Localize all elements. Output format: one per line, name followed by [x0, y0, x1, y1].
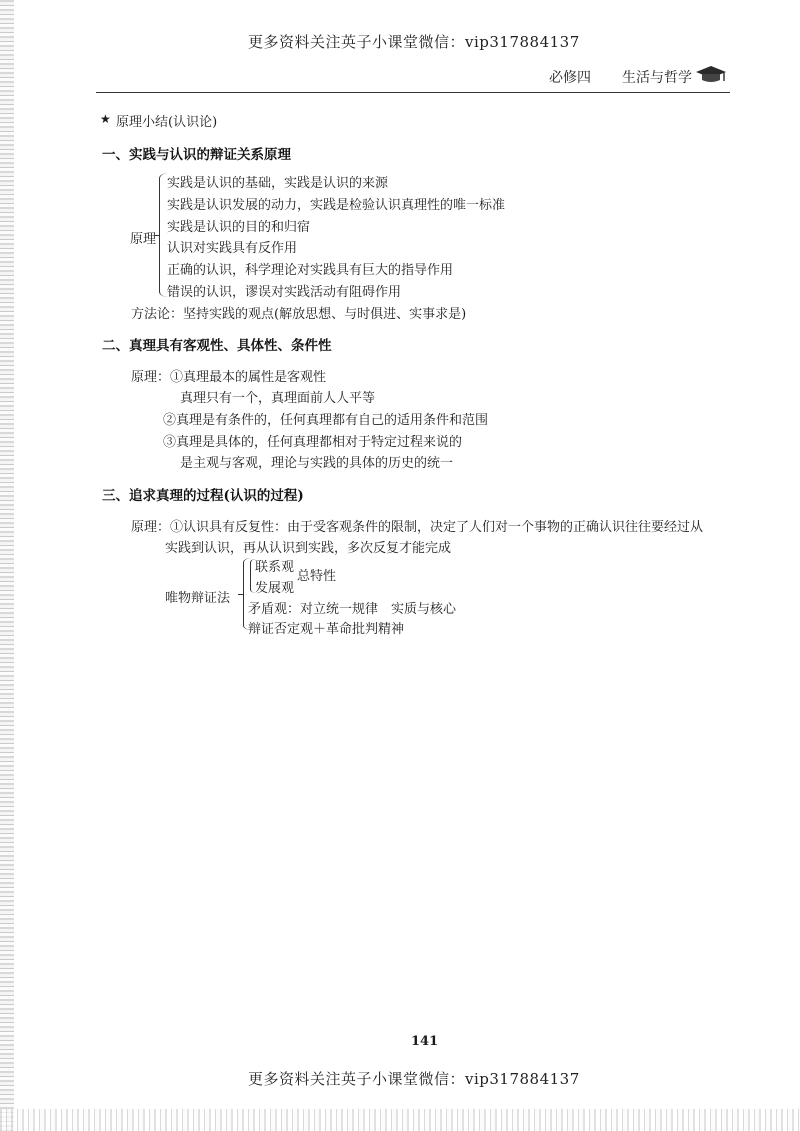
section1-line-4: 认识对实践具有反作用 [167, 241, 298, 256]
section3-line-1: 原理：①认识具有反复性：由于受客观条件的限制，决定了人们对一个事物的正确认识往往要经过从 [131, 520, 704, 535]
section1-line-1: 实践是认识的基础，实践是认识的来源 [167, 176, 389, 191]
scan-edge-bottom [0, 1109, 800, 1131]
graduation-cap-icon [694, 64, 728, 88]
dialectics-item-1: 联系观 [255, 560, 295, 575]
section1-brace [159, 173, 168, 297]
section1-heading: 一、实践与认识的辩证关系原理 [102, 147, 291, 163]
section1-line-6: 错误的认识，谬误对实践活动有阻碍作用 [167, 285, 402, 300]
section2-line-3: ②真理是有条件的，任何真理都有自己的适用条件和范围 [163, 413, 489, 428]
dialectics-label: 唯物辩证法 [165, 591, 231, 606]
section3-line-2: 实践到认识，再从认识到实践，多次反复才能完成 [165, 541, 452, 556]
section3-heading: 三、追求真理的过程(认识的过程) [102, 488, 304, 504]
section2-line-5: 是主观与客观，理论与实践的具体的历史的统一 [180, 456, 454, 471]
header-subject: 生活与哲学 [622, 70, 692, 86]
section2-line-1: 原理：①真理最本的属性是客观性 [131, 370, 327, 385]
section1-line-2: 实践是认识发展的动力，实践是检验认识真理性的唯一标准 [167, 198, 506, 213]
section1-brace-tip [154, 235, 159, 236]
header-module: 必修四 [549, 70, 591, 86]
section2-line-4: ③真理是具体的，任何真理都相对于特定过程来说的 [163, 435, 463, 450]
scan-edge-left [0, 0, 14, 1131]
page-number: 141 [411, 1034, 439, 1049]
summary-title: 原理小结(认识论) [116, 115, 218, 130]
star-icon: ★ [100, 112, 111, 126]
dialectics-contradiction: 矛盾观：对立统一规律 实质与核心 [248, 602, 457, 617]
dialectics-negation: 辩证否定观＋革命批判精神 [248, 622, 405, 637]
section1-line-5: 正确的认识，科学理论对实践具有巨大的指导作用 [167, 263, 454, 278]
dialectics-brace-tip [238, 594, 243, 595]
section1-group-label: 原理 [130, 232, 157, 247]
dialectics-item-2: 发展观 [255, 581, 295, 596]
section2-line-2: 真理只有一个，真理面前人人平等 [180, 391, 376, 406]
watermark-top: 更多资料关注英子小课堂微信：vip317884137 [248, 33, 580, 51]
dialectics-items-note: 总特性 [297, 569, 337, 584]
header-rule [96, 92, 730, 93]
section1-method: 方法论：坚持实践的观点(解放思想、与时俱进、实事求是) [131, 307, 467, 322]
watermark-bottom: 更多资料关注英子小课堂微信：vip317884137 [248, 1070, 580, 1088]
section1-line-3: 实践是认识的目的和归宿 [167, 220, 311, 235]
section2-heading: 二、真理具有客观性、具体性、条件性 [102, 338, 332, 354]
